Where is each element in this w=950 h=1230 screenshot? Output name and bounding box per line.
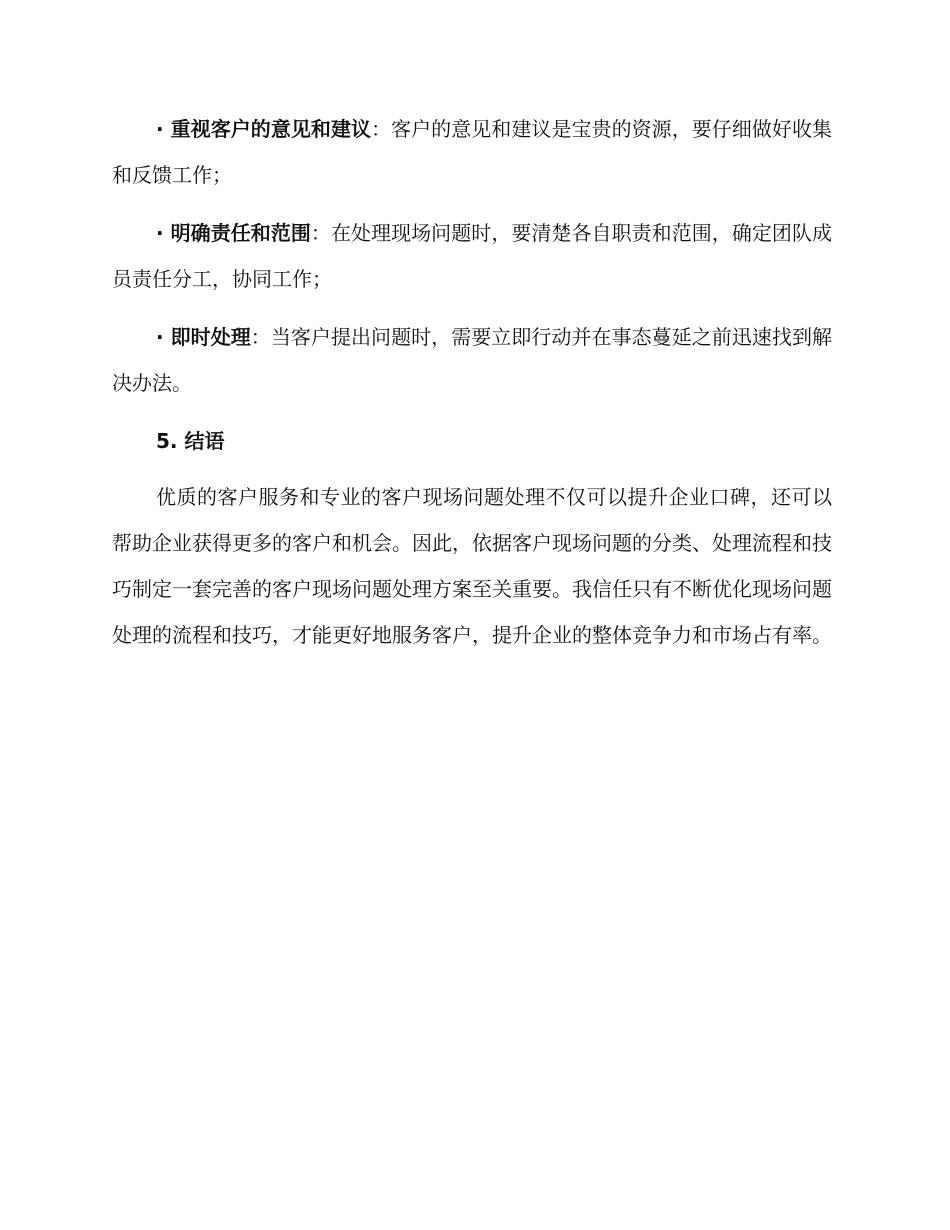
bullet-term: · 明确责任和范围 <box>156 221 311 245</box>
document-page <box>112 106 832 670</box>
bullet-immediate <box>112 314 832 406</box>
bullet-term: · 即时处理 <box>156 325 251 349</box>
bullet-text: ：在处理现场问题时，要清楚各自职责和范围，确定团队成员责任分工，协同工作； <box>112 221 833 291</box>
bullet-responsibility <box>112 210 832 302</box>
section-heading: 5. 结语 <box>156 429 225 453</box>
bullet-feedback <box>112 106 832 198</box>
bullet-text: ：当客户提出问题时，需要立即行动并在事态蔓延之前迅速找到解决办法。 <box>112 325 833 395</box>
bullet-text: ：客户的意见和建议是宝贵的资源，要仔细做好收集和反馈工作； <box>112 117 833 187</box>
bullet-term: · 重视客户的意见和建议 <box>156 117 372 141</box>
conclusion-paragraph: 优质的客户服务和专业的客户现场问题处理不仅可以提升企业口碑，还可以帮助企业获得更多的客户和机会。因此，依据客户现场问题的分类、处理流程和技巧制定一套完善的客户现场问题处理方案至关重要。我信任只有不断优化现场问题处理的流程和技巧，才能更好地服务客户，提升企业的整体竞争力和市场占有率。 <box>112 485 832 647</box>
